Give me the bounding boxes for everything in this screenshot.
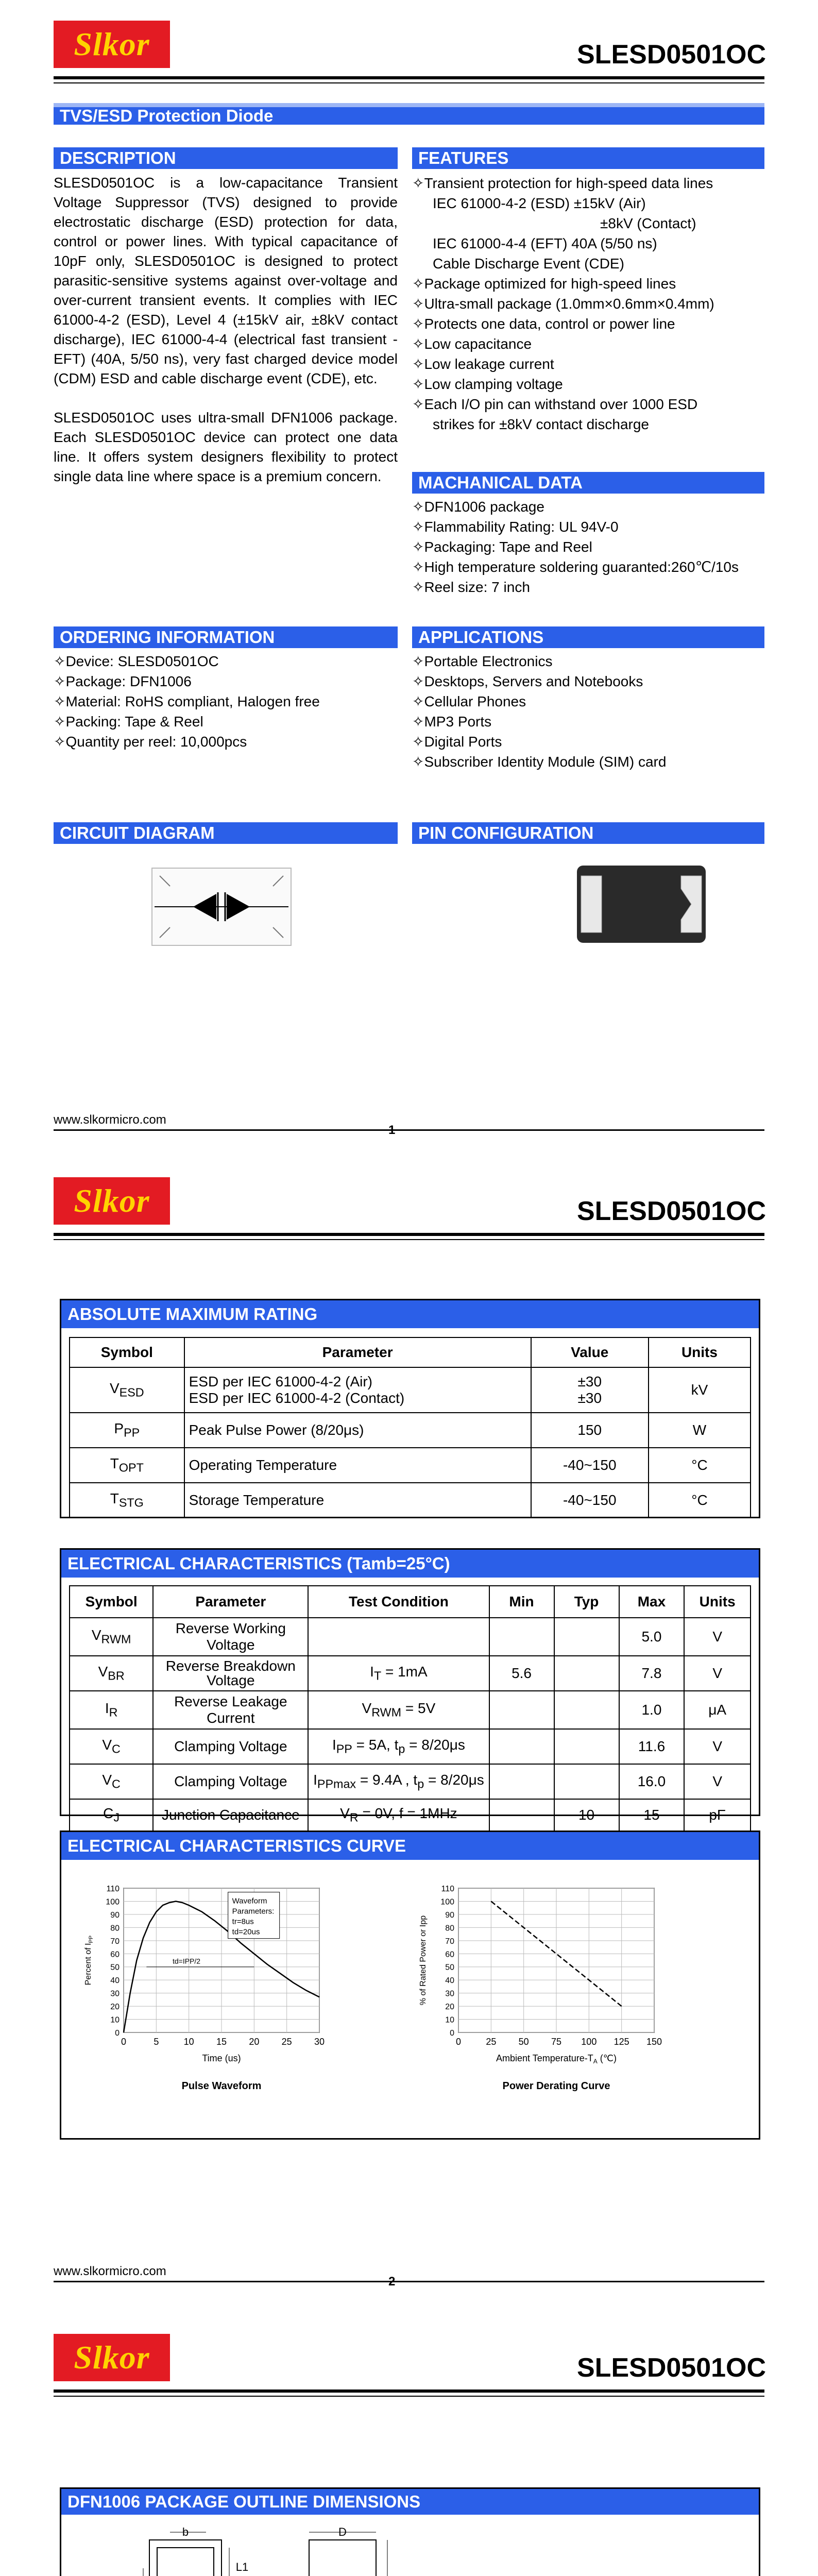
circuit-heading: CIRCUIT DIAGRAM	[54, 822, 398, 844]
symbol-cell: $I_R$	[70, 1691, 153, 1729]
y-tick-label: 40	[110, 1976, 120, 1986]
description-text	[54, 173, 398, 486]
footer-rule	[54, 2281, 764, 2282]
list-item: IEC 61000-4-2 (ESD) ±15kV (Air)	[433, 195, 646, 211]
parameter-cell: Peak Pulse Power (8/20μs)	[184, 1413, 531, 1448]
annotation-text: td=20us	[232, 1927, 260, 1937]
min-cell: 5.6	[489, 1656, 554, 1691]
table-row	[70, 1483, 751, 1518]
list-item: ✧DFN1006 package	[412, 499, 544, 515]
y-tick-label: 110	[106, 1885, 120, 1893]
list-item: ✧Flammability Rating: UL 94V-0	[412, 519, 619, 535]
page-number: 1	[388, 1123, 396, 1137]
dim-label-d: D	[338, 2526, 347, 2538]
description-heading: DESCRIPTION	[54, 147, 398, 169]
page-number: 2	[388, 2275, 396, 2289]
applications-heading: APPLICATIONS	[412, 626, 764, 648]
subtitle-bar: TVS/ESD Protection Diode	[54, 103, 764, 125]
condition-cell	[308, 1618, 489, 1656]
min-cell	[489, 1691, 554, 1729]
circuit-diagram	[149, 866, 294, 948]
list-item: ✧Quantity per reel: 10,000pcs	[54, 734, 247, 750]
typ-cell	[554, 1764, 619, 1799]
page-2	[0, 1157, 818, 2313]
y-tick-label: 90	[110, 1910, 120, 1920]
part-number-title: SLESD0501OC	[577, 40, 766, 70]
symbol-cell: $C_J$	[70, 1799, 153, 1831]
brand-logo: Slkor	[54, 1177, 170, 1225]
header-rule-thin	[54, 2396, 764, 2397]
unit-cell: V	[684, 1656, 751, 1691]
table-header: Units	[649, 1337, 751, 1367]
curves-heading: ELECTRICAL CHARACTERISTICS CURVE	[61, 1832, 759, 1860]
list-item: ✧Package: DFN1006	[54, 673, 192, 689]
x-tick-label: 50	[518, 2037, 529, 2047]
parameter-cell: Clamping Voltage	[153, 1729, 308, 1764]
y-tick-label: 80	[110, 1924, 120, 1933]
description-paragraph-2: SLESD0501OC uses ultra-small DFN1006 package. Each SLESD0501OC device can protect one data line. It offers system designers flexibility to protect single data line where space is a premium concern.	[54, 410, 398, 484]
typ-cell	[554, 1691, 619, 1729]
y-tick-label: 0	[450, 2029, 454, 2038]
max-cell: 15	[619, 1799, 685, 1831]
dim-label-b: b	[182, 2526, 189, 2538]
list-item: ✧Transient protection for high-speed data lines	[412, 175, 713, 191]
y-tick-label: 10	[445, 2015, 454, 2025]
table-row	[70, 1448, 751, 1483]
table-row	[70, 1729, 751, 1764]
unit-cell: μA	[684, 1691, 751, 1729]
max-cell: 16.0	[619, 1764, 685, 1799]
x-tick-label: 5	[154, 2037, 159, 2047]
typ-cell: 10	[554, 1799, 619, 1831]
header-rule-thin	[54, 82, 764, 83]
td-label: td=IPP/2	[173, 1957, 201, 1965]
table-header: Value	[531, 1337, 649, 1367]
list-item: ✧Low clamping voltage	[412, 376, 563, 392]
part-number-title: SLESD0501OC	[577, 1196, 766, 1226]
y-tick-label: 60	[445, 1950, 454, 1959]
condition-cell: $V_{RWM} = 5V$	[308, 1691, 489, 1729]
symbol-cell: $V_C$	[70, 1729, 153, 1764]
abs-max-heading: ABSOLUTE MAXIMUM RATING	[61, 1300, 759, 1328]
unit-cell: V	[684, 1729, 751, 1764]
list-item: ✧Digital Ports	[412, 734, 502, 750]
unit-cell: pF	[684, 1799, 751, 1831]
footer-url[interactable]: www.slkormicro.com	[54, 1113, 166, 1127]
table-header: Units	[684, 1586, 751, 1618]
table-row	[70, 1799, 751, 1831]
y-tick-label: 100	[106, 1897, 120, 1907]
x-tick-label: 125	[614, 2037, 629, 2047]
y-axis-label: Percent of $I_{PP}$	[84, 1935, 94, 1986]
y-tick-label: 90	[445, 1910, 454, 1920]
condition-cell: $I_{PPmax} = 9.4A$ , $t_p = 8/20\mu s$	[308, 1764, 489, 1799]
header-rule	[54, 76, 764, 79]
dim-label-l1: L1	[235, 2561, 249, 2573]
package-outline-heading: DFN1006 PACKAGE OUTLINE DIMENSIONS	[61, 2489, 759, 2515]
max-cell: 5.0	[619, 1618, 685, 1656]
table-header: Symbol	[70, 1337, 184, 1367]
list-item: ✧Package optimized for high-speed lines	[412, 276, 676, 292]
table-header: Typ	[554, 1586, 619, 1618]
value-cell: -40~150	[531, 1448, 649, 1483]
x-tick-label: 20	[249, 2037, 260, 2047]
features-heading: FEATURES	[412, 147, 764, 169]
pin-configuration-image	[572, 858, 711, 951]
ordering-heading: ORDERING INFORMATION	[54, 626, 398, 648]
list-item: ✧Ultra-small package (1.0mm×0.6mm×0.4mm)	[412, 296, 714, 312]
symbol-cell: $P_{PP}$	[70, 1413, 184, 1448]
symbol-cell: $V_{BR}$	[70, 1656, 153, 1691]
unit-cell: °C	[649, 1483, 751, 1518]
y-tick-label: 60	[110, 1950, 120, 1959]
power-derating-chart	[412, 1878, 731, 2105]
y-tick-label: 70	[445, 1937, 454, 1946]
list-item: IEC 61000-4-4 (EFT) 40A (5/50 ns)	[433, 235, 657, 251]
value-cell: -40~150	[531, 1483, 649, 1518]
condition-cell: $I_T = 1mA$	[308, 1656, 489, 1691]
y-tick-label: 10	[110, 2015, 120, 2025]
list-item: ✧Each I/O pin can withstand over 1000 ESD	[412, 396, 698, 412]
x-tick-label: 0	[121, 2037, 127, 2047]
y-tick-label: 110	[441, 1885, 454, 1893]
header-rule	[54, 1233, 764, 1236]
typ-cell	[554, 1729, 619, 1764]
x-tick-label: 25	[486, 2037, 497, 2047]
table-row	[70, 1618, 751, 1656]
y-tick-label: 30	[110, 1989, 120, 1998]
y-tick-label: 30	[445, 1989, 454, 1998]
header-rule-thin	[54, 1239, 764, 1240]
y-tick-label: 0	[115, 2029, 120, 2038]
list-item: ✧Subscriber Identity Module (SIM) card	[412, 754, 667, 770]
table-header: Parameter	[184, 1337, 531, 1367]
x-tick-label: 150	[646, 2037, 662, 2047]
parameter-cell: ESD per IEC 61000-4-2 (Air) ESD per IEC 61000-4-2 (Contact)	[184, 1367, 531, 1413]
table-row	[70, 1691, 751, 1729]
table-row	[70, 1764, 751, 1799]
x-tick-label: 15	[216, 2037, 227, 2047]
x-tick-label: 0	[455, 2037, 462, 2047]
parameter-cell: Clamping Voltage	[153, 1764, 308, 1799]
abs-max-table	[69, 1337, 751, 1518]
y-tick-label: 20	[110, 2003, 120, 2012]
value-cell: 150	[531, 1413, 649, 1448]
parameter-cell: Reverse Leakage Current	[153, 1691, 308, 1729]
y-tick-label: 20	[445, 2003, 454, 2012]
unit-cell: °C	[649, 1448, 751, 1483]
elec-char-table	[69, 1585, 751, 1845]
table-row	[70, 1656, 751, 1691]
symbol-cell: $T_{STG}$	[70, 1483, 184, 1518]
list-item: ✧MP3 Ports	[412, 714, 492, 730]
unit-cell: kV	[649, 1367, 751, 1413]
annotation-text: Waveform	[232, 1896, 267, 1906]
x-axis-label: Ambient Temperature-$T_A$ (℃)	[496, 2053, 617, 2065]
typ-cell	[554, 1618, 619, 1656]
list-item: strikes for ±8kV contact discharge	[433, 416, 649, 432]
max-cell: 7.8	[619, 1656, 685, 1691]
package-top-view-drawing	[139, 2524, 258, 2576]
list-item: ✧Portable Electronics	[412, 653, 553, 669]
brand-logo: Slkor	[54, 2334, 170, 2381]
applications-list	[412, 651, 666, 772]
min-cell	[489, 1618, 554, 1656]
parameter-cell: Reverse Breakdown Voltage	[153, 1656, 308, 1691]
part-number-title: SLESD0501OC	[577, 2353, 766, 2383]
list-item: ✧Packaging: Tape and Reel	[412, 539, 592, 555]
table-row	[70, 1367, 751, 1413]
x-tick-label: 30	[314, 2037, 325, 2047]
value-cell: ±30 ±30	[531, 1367, 649, 1413]
condition-cell: $V_R = 0V$, f = 1MHz	[308, 1799, 489, 1831]
page-3	[0, 2313, 818, 2576]
condition-cell: $I_{PP} = 5A$, $t_p = 8/20\mu s$	[308, 1729, 489, 1764]
ordering-list	[54, 651, 320, 752]
symbol-cell: $V_C$	[70, 1764, 153, 1799]
table-header: Min	[489, 1586, 554, 1618]
list-item: ✧Reel size: 7 inch	[412, 579, 530, 595]
max-cell: 11.6	[619, 1729, 685, 1764]
list-item: ✧Cellular Phones	[412, 693, 526, 709]
annotation-text: Parameters:	[232, 1907, 275, 1916]
table-header: Test Condition	[308, 1586, 489, 1618]
list-item: ✧High temperature soldering guaranted:260℃/10s	[412, 559, 739, 575]
mechanical-heading: MACHANICAL DATA	[412, 472, 764, 494]
chart-title: Power Derating Curve	[502, 2080, 610, 2092]
pin-config-heading: PIN CONFIGURATION	[412, 822, 764, 844]
elec-char-heading: ELECTRICAL CHARACTERISTICS (Tamb=25°C)	[61, 1550, 759, 1578]
footer-rule	[54, 1129, 764, 1131]
symbol-cell: $V_{ESD}$	[70, 1367, 184, 1413]
min-cell	[489, 1764, 554, 1799]
table-header: Symbol	[70, 1586, 153, 1618]
y-tick-label: 80	[445, 1924, 454, 1933]
table-row	[70, 1413, 751, 1448]
table-header: Parameter	[153, 1586, 308, 1618]
y-tick-label: 100	[440, 1897, 454, 1907]
footer-url[interactable]: www.slkormicro.com	[54, 2264, 166, 2278]
symbol-cell: $V_{RWM}$	[70, 1618, 153, 1656]
parameter-cell: Operating Temperature	[184, 1448, 531, 1483]
list-item: ✧Packing: Tape & Reel	[54, 714, 203, 730]
y-tick-label: 70	[110, 1937, 120, 1946]
list-item: ✧Low capacitance	[412, 336, 532, 352]
y-tick-label: 40	[445, 1976, 454, 1986]
parameter-cell: Storage Temperature	[184, 1483, 531, 1518]
brand-logo: Slkor	[54, 21, 170, 68]
max-cell: 1.0	[619, 1691, 685, 1729]
list-item: ±8kV (Contact)	[600, 215, 696, 231]
header-rule	[54, 2389, 764, 2393]
unit-cell: W	[649, 1413, 751, 1448]
list-item: ✧Material: RoHS compliant, Halogen free	[54, 693, 320, 709]
page-1	[0, 0, 818, 1157]
x-tick-label: 100	[581, 2037, 597, 2047]
list-item: ✧Device: SLESD0501OC	[54, 653, 219, 669]
features-list	[412, 173, 714, 434]
list-item: Cable Discharge Event (CDE)	[433, 256, 624, 272]
unit-cell: V	[684, 1618, 751, 1656]
symbol-cell: $T_{OPT}$	[70, 1448, 184, 1483]
description-paragraph-1: SLESD0501OC is a low-capacitance Transient Voltage Suppressor (TVS) designed to provide electrostatic discharge (ESD) protection for data, control or power lines. With typical capacitance of 10pF only, SLESD0501OC is designed to protect parasitic-sensitive systems against over-voltage and over-current transient events. It complies with IEC 61000-4-2 (ESD), Level 4 (±15kV air, ±8kV contact discharge), IEC 61000-4-4 (electrical fast transient - EFT) (40A, 5/50 ns), very fast charged device model (CDM) ESD and cable discharge event (CDE), etc.	[54, 175, 398, 386]
y-axis-label: % of Rated Power or Ipp	[419, 1915, 428, 2006]
x-axis-label: Time (us)	[202, 2053, 241, 2063]
list-item: ✧Protects one data, control or power line	[412, 316, 675, 332]
table-header: Max	[619, 1586, 685, 1618]
mechanical-list	[412, 497, 739, 597]
x-tick-label: 25	[281, 2037, 292, 2047]
parameter-cell: Junction Capacitance	[153, 1799, 308, 1831]
annotation-text: tr=8us	[232, 1917, 254, 1926]
unit-cell: V	[684, 1764, 751, 1799]
list-item: ✧Desktops, Servers and Notebooks	[412, 673, 643, 689]
x-tick-label: 10	[183, 2037, 194, 2047]
chart-title: Pulse Waveform	[181, 2080, 262, 2092]
parameter-cell: Reverse Working Voltage	[153, 1618, 308, 1656]
y-tick-label: 50	[110, 1963, 120, 1972]
x-tick-label: 75	[551, 2037, 562, 2047]
pulse-waveform-chart	[77, 1878, 397, 2105]
min-cell	[489, 1729, 554, 1764]
min-cell	[489, 1799, 554, 1831]
y-tick-label: 50	[445, 1963, 454, 1972]
typ-cell	[554, 1656, 619, 1691]
list-item: ✧Low leakage current	[412, 356, 554, 372]
package-body-drawing	[299, 2524, 402, 2576]
